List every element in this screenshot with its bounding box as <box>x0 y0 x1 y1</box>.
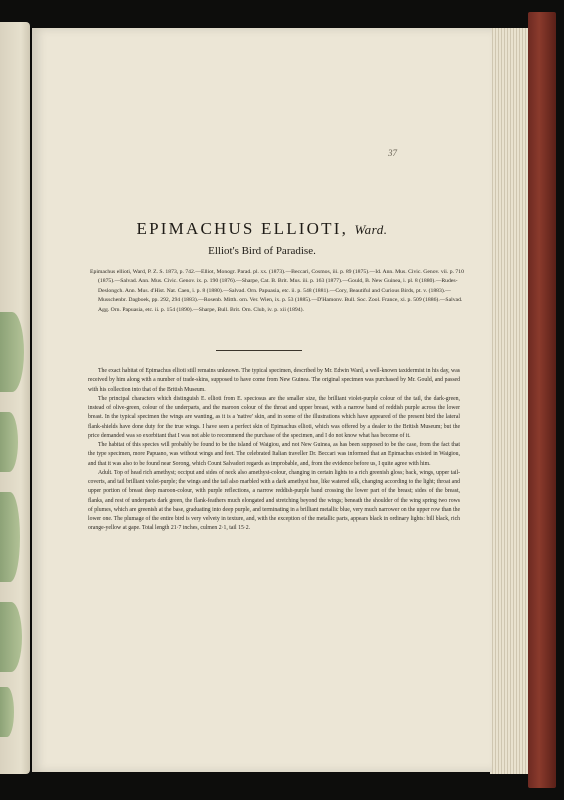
species-name: EPIMACHUS ELLIOTI, <box>136 219 349 238</box>
plate-foliage <box>0 687 14 737</box>
plate-foliage <box>0 492 20 582</box>
paragraph: The principal characters which distinguish E. ellioti from E. speciosus are the smaller size, the brilliant violet-purple colour of the tail, the dark-green, instead of olive-green, colour of the underparts, and the maroon colour of the throat and upper breast, with a narrow band of reddish purple across the lower breast. In the typical specimen the wings are wanting, as it is a 'native' skin, and in some of the illustrations which have appeared of the present bird the lateral flank-shields have done duty for the true wings. I have seen a perfect skin of Epimachus ellioti, which was offered by a dealer to the British Museum; but the price demanded was so exorbitant that I was not able to recommend the purchase of the specimen, and I do not know what has become of it. <box>88 395 460 439</box>
facing-plate-page <box>0 22 30 774</box>
book-cover <box>528 12 556 788</box>
species-author: Ward. <box>354 222 388 237</box>
article-body <box>88 367 460 534</box>
page-stack-edge <box>490 28 532 774</box>
common-name: Elliot's Bird of Paradise. <box>208 245 316 257</box>
plate-foliage <box>0 312 24 392</box>
plate-foliage <box>0 412 18 472</box>
plate-foliage <box>0 602 22 672</box>
section-divider <box>216 350 302 351</box>
paragraph: The habitat of this species will probably be found to be the island of Waigiou, and not New Guinea, as has been supposed to be the case, from the fact that the type specimen, more Papuano, was without wings and feet. The celebrated Italian traveller Dr. Beccari was informed that an Epimachus existed in Waigiou, and that it was also to be found near Sorong, which Count Salvadori regards as improbable, and, from the evidence before us, I quite agree with him. <box>88 442 460 467</box>
paragraph: The exact habitat of Epimachus ellioti still remains unknown. The typical specimen, described by Mr. Edwin Ward, a well-known taxidermist in his day, was received by him along with a number of trade-skins, supposed to have come from New Guinea. The original specimen was purchased by Mr. Gould, and passed with his collection into that of the British Museum. <box>88 368 460 393</box>
paragraph: Adult. Top of head rich amethyst; occiput and sides of neck also amethyst-colour, changing in certain lights to a rich greenish gloss; back, wings, upper tail-coverts, and tail brilliant violet-purple; the wings and the tail also marbled with a dark amethyst hue, like watered silk, changing according to the light; throat and upper portion of breast deep maroon-colour, with purple reflections, a narrow reddish-purple band crossing the lower part of the breast; sides of the breast, flanks, and rest of underparts dark green, the flank-feathers much elongated and stretching beyond the wings; beneath the shoulder of the wing spring two rows of plumes, which are greenish at the base, graduating into deep purple, and terminating in a brilliant metallic blue, very much narrower on the upper row than the lower one. The plumage of the entire bird is very velvety in texture, and, with the exception of the metallic parts, appears black in ordinary lights: bill black, rich orange-yellow at gape. Total length 21·7 inches, culmen 2·1, tail 15·2. <box>88 469 460 532</box>
page-number: 37 <box>388 148 397 158</box>
synonymy-references: Epimachus ellioti, Ward, P. Z. S. 1873, p. 742.—Elliot, Monogr. Parad. pl. xx. (1873).—Beccari, Cosmos, iii. p. 89 (1875).—Id. Ann. Mus. Civic. Genov. vii. p. 710 (1875).—Salvad. Ann. Mus. Civic. Genov. ix. p. 190 (1876).—Sharpe, Cat. B. Brit. Mus. iii. p. 163 (1877).—Gould, B. New Guinea, i. pl. 8 (1880).—Rudes-Deslongch. Ann. Mus. d'Hist. Nat. Caen, i. p. 8 (1880).—Salvad. Orn. Papuasia, etc. ii. p. 548 (1881).—Cory, Beautiful and Curious Birds, pt. v. (1883).—Musschenbr. Dagboek, pp. 292, 294 (1883).—Rosenb. Mitth. orn. Ver. Wien, ix. p. 53 (1885).—D'Hamonv. Bull. Soc. Zool. France, xi. p. 509 (1886).—Salvad. Agg. Orn. Papuasia, etc. ii. p. 154 (1890).—Sharpe, Bull. Brit. Orn. Club, iv. p. xii (1894). <box>90 269 464 313</box>
text-page <box>32 28 492 772</box>
page-title <box>32 219 492 239</box>
